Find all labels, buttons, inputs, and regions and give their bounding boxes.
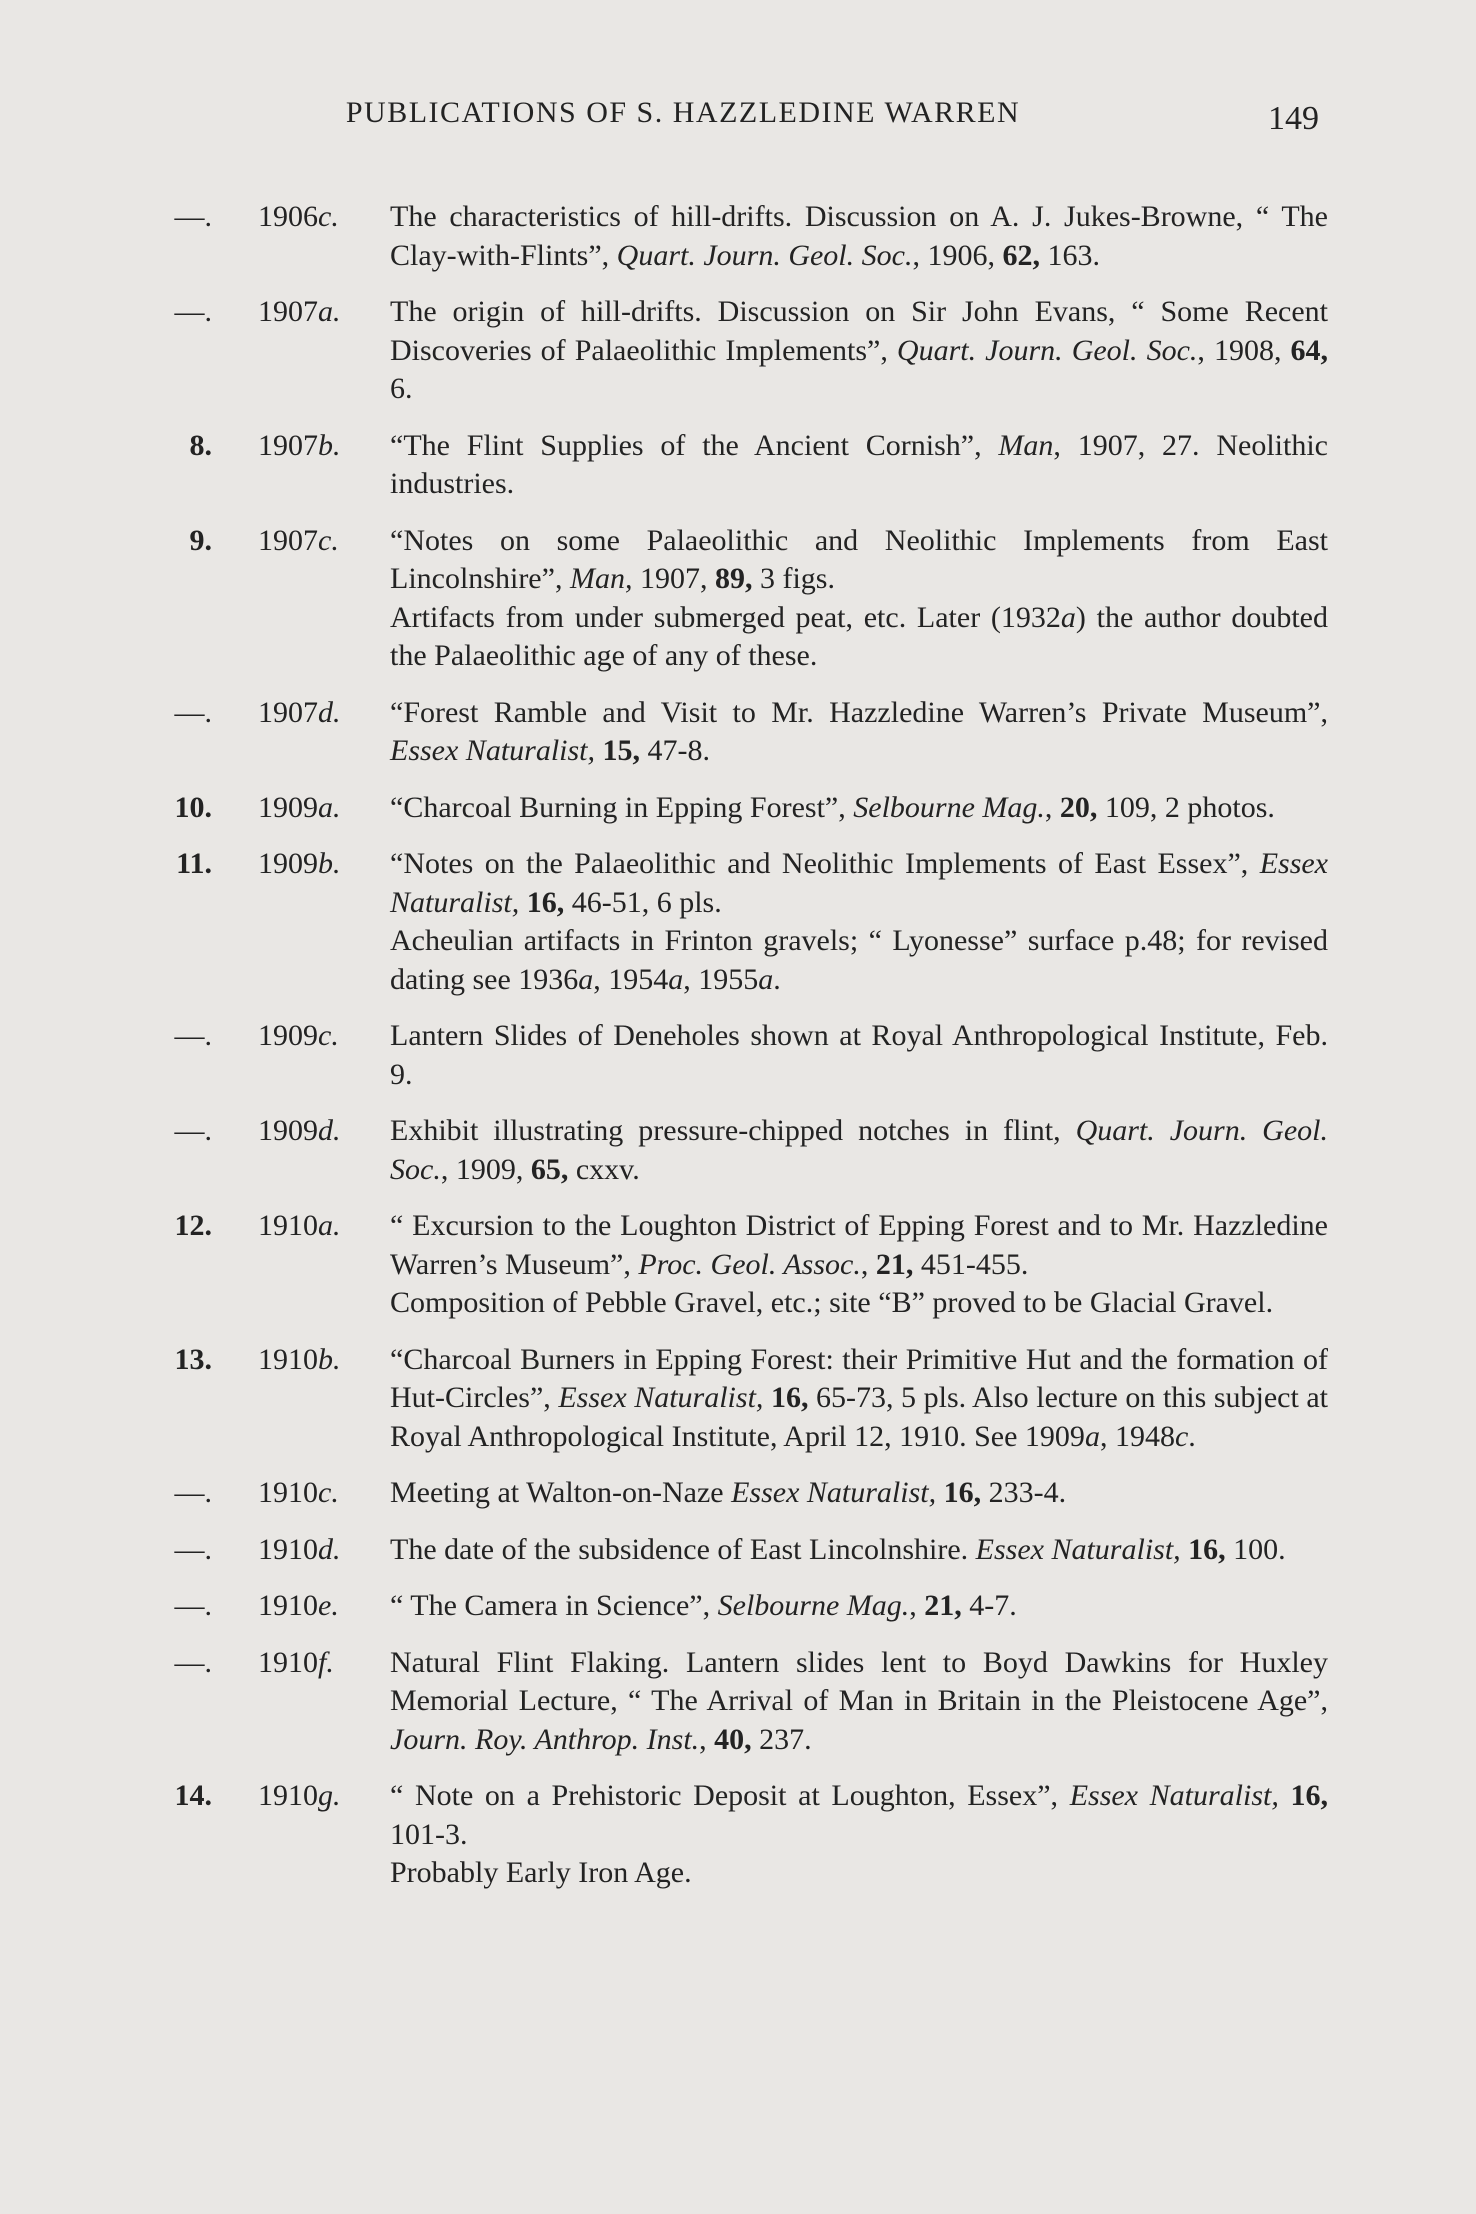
entry-number: —.	[174, 1114, 212, 1147]
entry-year-number: 1910	[258, 1779, 318, 1812]
text-run: .	[1188, 1419, 1196, 1453]
text-run: “ Excursion to the Loughton District of Epping Forest and to Mr. Hazzledine Warren’s Museum”,	[390, 1209, 1328, 1281]
entry-note	[390, 1854, 1328, 1893]
entry-text	[390, 1112, 1328, 1189]
entry-year-number: 1909	[258, 1019, 318, 1052]
bibliography-entry	[0, 427, 1476, 504]
text-run: Quart. Journ. Geol. Soc.	[896, 333, 1198, 367]
entry-text	[390, 694, 1328, 771]
entry-citation	[390, 1341, 1328, 1457]
text-run: , 1908,	[1197, 333, 1291, 367]
entry-number: 10.	[174, 790, 212, 824]
entry-year-suffix: a.	[318, 1209, 341, 1242]
text-run: , 1954	[593, 962, 669, 996]
entry-citation	[390, 1112, 1328, 1189]
entry-citation	[390, 1644, 1328, 1760]
bibliography-entry	[0, 1112, 1476, 1189]
text-run: “Forest Ramble and Visit to Mr. Hazzledine Warren’s Private Museum”,	[390, 695, 1328, 729]
bibliography-entry	[0, 1341, 1476, 1457]
text-run: 101-3.	[390, 1817, 468, 1851]
text-run: a	[668, 962, 684, 996]
text-run: Proc. Geol. Assoc.	[638, 1247, 861, 1281]
text-run: ) the author doubted the Palaeolithic age of any of these.	[390, 600, 1328, 672]
text-run: 6.	[390, 372, 413, 405]
entry-citation	[390, 789, 1328, 828]
text-run: ,	[860, 1247, 876, 1281]
entry-note	[390, 1284, 1328, 1323]
text-run: a	[1084, 1419, 1100, 1453]
entry-year	[258, 522, 378, 561]
entry-text	[390, 427, 1328, 504]
text-run: 16,	[1188, 1532, 1226, 1566]
entry-citation	[390, 1587, 1328, 1626]
entry-year-suffix: c.	[318, 1019, 339, 1052]
entry-text	[390, 1587, 1328, 1626]
running-title: PUBLICATIONS OF S. HAZZLEDINE WARREN	[345, 96, 1021, 129]
bibliography-entry	[0, 522, 1476, 676]
entry-year-number: 1910	[258, 1342, 318, 1376]
text-run: 89,	[714, 562, 753, 595]
text-run: 21,	[924, 1589, 962, 1622]
entry-year-number: 1906	[258, 200, 318, 233]
text-run: , 1909,	[440, 1152, 531, 1186]
text-run: 163.	[1039, 238, 1100, 272]
text-run: Quart. Journ. Geol. Soc.	[616, 238, 913, 272]
entry-text	[390, 1017, 1328, 1094]
bibliography-entry	[0, 1777, 1476, 1893]
entry-citation	[390, 1017, 1328, 1094]
text-run: Composition of Pebble Gravel, etc.; site “B” proved to be Glacial Gravel.	[390, 1286, 1274, 1319]
bibliography-entry	[0, 1531, 1476, 1570]
text-run: 16,	[770, 1381, 809, 1414]
entry-year	[258, 1017, 378, 1056]
text-run: Journ. Roy. Anthrop. Inst.	[390, 1722, 700, 1756]
entry-year	[258, 694, 378, 733]
entry-citation	[390, 1777, 1328, 1854]
entry-number: —.	[174, 1532, 212, 1566]
entry-number: 12.	[174, 1209, 212, 1242]
text-run: Probably Early Iron Age.	[390, 1856, 692, 1889]
entry-year-number: 1907	[258, 428, 318, 462]
text-run: 109, 2 photos.	[1097, 790, 1275, 824]
text-run	[1279, 1779, 1291, 1812]
entry-year	[258, 198, 378, 237]
text-run: Essex Naturalist,	[975, 1532, 1181, 1566]
entry-number: —.	[174, 695, 212, 729]
text-run: Quart. Journ. Geol. Soc.	[390, 1114, 1328, 1186]
text-run: ,	[909, 1589, 925, 1622]
entry-text	[390, 1644, 1328, 1760]
entry-year	[258, 1587, 378, 1626]
text-run: 4-7.	[961, 1589, 1017, 1622]
text-run: Essex Naturalist,	[390, 734, 596, 767]
text-run: Selbourne Mag.	[853, 790, 1045, 824]
entry-year-suffix: g.	[318, 1779, 341, 1812]
entry-citation	[390, 522, 1328, 599]
entry-citation	[390, 427, 1328, 504]
entry-citation	[390, 1207, 1328, 1284]
text-run: 100.	[1225, 1532, 1286, 1566]
entry-year-suffix: c.	[318, 1476, 339, 1509]
text-run: 237.	[751, 1722, 812, 1756]
text-run: , 1906,	[912, 238, 1003, 272]
text-run: 62,	[1002, 238, 1040, 272]
page-number: 149	[1268, 100, 1319, 137]
bibliography-entry	[0, 1587, 1476, 1626]
bibliography-entry	[0, 1017, 1476, 1094]
entry-year	[258, 293, 378, 332]
text-run: a	[1060, 600, 1076, 634]
bibliography-entry	[0, 293, 1476, 409]
entry-text	[390, 1207, 1328, 1323]
text-run: “Charcoal Burners in Epping Forest: their Primitive Hut and the formation of Hut-Circles”,	[390, 1342, 1328, 1414]
text-run: Essex Naturalist,	[1069, 1779, 1279, 1812]
entry-citation	[390, 694, 1328, 771]
entry-year-suffix: a.	[318, 790, 341, 824]
text-run: , 1907, 27. Neolithic industries.	[390, 428, 1328, 500]
entry-year-number: 1910	[258, 1532, 318, 1566]
bibliography-entry	[0, 694, 1476, 771]
entry-year-number: 1910	[258, 1645, 318, 1679]
text-run: Exhibit illustrating pressure-chipped notches in flint,	[390, 1114, 1076, 1147]
entry-year-number: 1910	[258, 1589, 318, 1622]
entry-year-suffix: a.	[318, 295, 341, 328]
entry-year-suffix: c.	[318, 200, 339, 233]
text-run: ,	[699, 1722, 715, 1756]
entry-text	[390, 1777, 1328, 1893]
text-run	[519, 886, 527, 919]
text-run: 21,	[875, 1247, 914, 1281]
text-run: Essex Naturalist,	[731, 1476, 937, 1509]
entry-text	[390, 1474, 1328, 1513]
entry-citation	[390, 1531, 1328, 1570]
entry-year-suffix: d.	[318, 695, 341, 729]
entry-year	[258, 1474, 378, 1513]
text-run: 16,	[1290, 1779, 1328, 1812]
text-run: Lantern Slides of Deneholes shown at Royal Anthropological Institute, Feb. 9.	[390, 1019, 1328, 1091]
entry-year	[258, 1207, 378, 1246]
entry-note	[390, 922, 1328, 999]
text-run: 65-73, 5 pls. Also lecture on this subject at Royal Anthropological Institute, April 12, 1910. See 1909	[390, 1381, 1329, 1453]
text-run: , 1948	[1099, 1419, 1175, 1453]
entry-number: —.	[174, 1476, 212, 1509]
text-run: 20,	[1059, 790, 1098, 824]
text-run: “Notes on some Palaeolithic and Neolithic Implements from East Lincolnshire”,	[390, 523, 1328, 595]
entry-year	[258, 1777, 378, 1816]
entry-text	[390, 198, 1328, 275]
entry-text	[390, 293, 1328, 409]
text-run: 1907,	[632, 562, 715, 595]
entry-year-number: 1907	[258, 695, 318, 729]
entry-year-suffix: d.	[318, 1532, 341, 1566]
text-run: Man	[998, 428, 1054, 462]
text-run: , 1955	[683, 962, 759, 996]
entry-year-number: 1909	[258, 1114, 318, 1147]
entry-number: —.	[174, 1645, 212, 1679]
text-run: Essex Naturalist,	[390, 847, 1328, 919]
entry-text	[390, 1531, 1328, 1570]
entry-number: —.	[174, 200, 212, 233]
entry-citation	[390, 845, 1328, 922]
entry-year-number: 1909	[258, 847, 318, 880]
bibliography-entry	[0, 845, 1476, 999]
entry-year-suffix: b.	[318, 847, 341, 880]
text-run: ,	[1044, 790, 1060, 824]
entry-number: 8.	[189, 428, 212, 462]
text-run: Essex Naturalist,	[558, 1381, 764, 1414]
text-run: 16,	[526, 885, 565, 919]
entry-year	[258, 1112, 378, 1151]
entry-number: 11.	[176, 847, 212, 880]
text-run: 3 figs.	[752, 562, 835, 595]
text-run	[936, 1476, 944, 1509]
entry-year	[258, 1531, 378, 1570]
entry-year-suffix: f.	[318, 1645, 334, 1679]
bibliography-entry	[0, 1207, 1476, 1323]
text-run: “Charcoal Burning in Epping Forest”,	[390, 790, 854, 824]
text-run: 40,	[714, 1722, 752, 1756]
entry-number: —.	[174, 1589, 212, 1622]
text-run: “ The Camera in Science”,	[390, 1589, 718, 1622]
entry-text	[390, 845, 1328, 999]
bibliography-entry	[0, 1644, 1476, 1760]
entry-number: 13.	[174, 1342, 212, 1376]
text-run: “The Flint Supplies of the Ancient Cornish”,	[390, 428, 999, 462]
text-run: 451-455.	[913, 1247, 1029, 1281]
bibliography-entry	[0, 198, 1476, 275]
entry-year-number: 1907	[258, 295, 318, 328]
text-run: The date of the subsidence of East Lincolnshire.	[390, 1532, 976, 1566]
text-run: 47-8.	[640, 734, 711, 767]
entry-year-number: 1910	[258, 1476, 318, 1509]
entry-year-suffix: e.	[318, 1589, 339, 1622]
text-run: .	[773, 962, 781, 996]
entry-year	[258, 845, 378, 884]
text-run: a	[578, 962, 594, 996]
text-run	[595, 734, 603, 767]
bibliography-entry	[0, 1474, 1476, 1513]
text-run: cxxv.	[568, 1152, 640, 1186]
entry-text	[390, 789, 1328, 828]
text-run: The origin of hill-drifts. Discussion on Sir John Evans, “ Some Recent Discoveries of Palaeolithic Implements”,	[390, 295, 1328, 367]
text-run: 15,	[602, 734, 641, 767]
entry-year	[258, 427, 378, 466]
text-run: Man,	[569, 562, 633, 595]
text-run: Selbourne Mag.	[717, 1589, 910, 1622]
entry-number: 14.	[174, 1779, 212, 1812]
text-run: Artifacts from under submerged peat, etc. Later (1932	[390, 600, 1061, 634]
entry-year-suffix: b.	[318, 1342, 341, 1376]
entry-year	[258, 789, 378, 828]
entry-citation	[390, 1474, 1328, 1513]
text-run: Acheulian artifacts in Frinton gravels; “ Lyonesse” surface p.48; for revised dating see 1936	[390, 924, 1328, 996]
entry-year-suffix: b.	[318, 428, 341, 462]
entry-number: 9.	[189, 523, 212, 557]
entry-note	[390, 599, 1328, 676]
entry-number: —.	[174, 295, 212, 328]
entry-text	[390, 522, 1328, 676]
text-run: Natural Flint Flaking. Lantern slides lent to Boyd Dawkins for Huxley Memorial Lecture, “ The Arrival of Man in Britain in the Pleistocene Age”,	[390, 1645, 1328, 1717]
entry-number: —.	[174, 1019, 212, 1052]
text-run: The characteristics of hill-drifts. Discussion on A. J. Jukes-Browne, “ The Clay-with-Flints”,	[390, 200, 1328, 272]
entry-year-suffix: c.	[318, 523, 339, 557]
text-run: “ Note on a Prehistoric Deposit at Loughton, Essex”,	[390, 1779, 1070, 1812]
text-run: 46-51, 6 pls.	[564, 885, 722, 919]
bibliography-list	[0, 198, 1476, 1911]
text-run: 233-4.	[981, 1476, 1067, 1509]
text-run: c	[1174, 1419, 1189, 1453]
entry-citation	[390, 198, 1328, 275]
entry-year	[258, 1341, 378, 1380]
text-run: Meeting at Walton-on-Naze	[390, 1476, 732, 1509]
entry-citation	[390, 293, 1328, 409]
text-run: 16,	[943, 1476, 982, 1509]
entry-year-number: 1910	[258, 1209, 318, 1242]
text-run	[763, 1381, 771, 1414]
text-run: 64,	[1290, 333, 1329, 367]
entry-year-number: 1907	[258, 523, 318, 557]
entry-year	[258, 1644, 378, 1683]
entry-year-suffix: d.	[318, 1114, 341, 1147]
text-run: a	[758, 962, 774, 996]
text-run: 65,	[530, 1152, 569, 1186]
text-run: “Notes on the Palaeolithic and Neolithic Implements of East Essex”,	[390, 847, 1260, 880]
entry-year-number: 1909	[258, 790, 318, 824]
entry-text	[390, 1341, 1328, 1457]
bibliography-entry	[0, 789, 1476, 828]
